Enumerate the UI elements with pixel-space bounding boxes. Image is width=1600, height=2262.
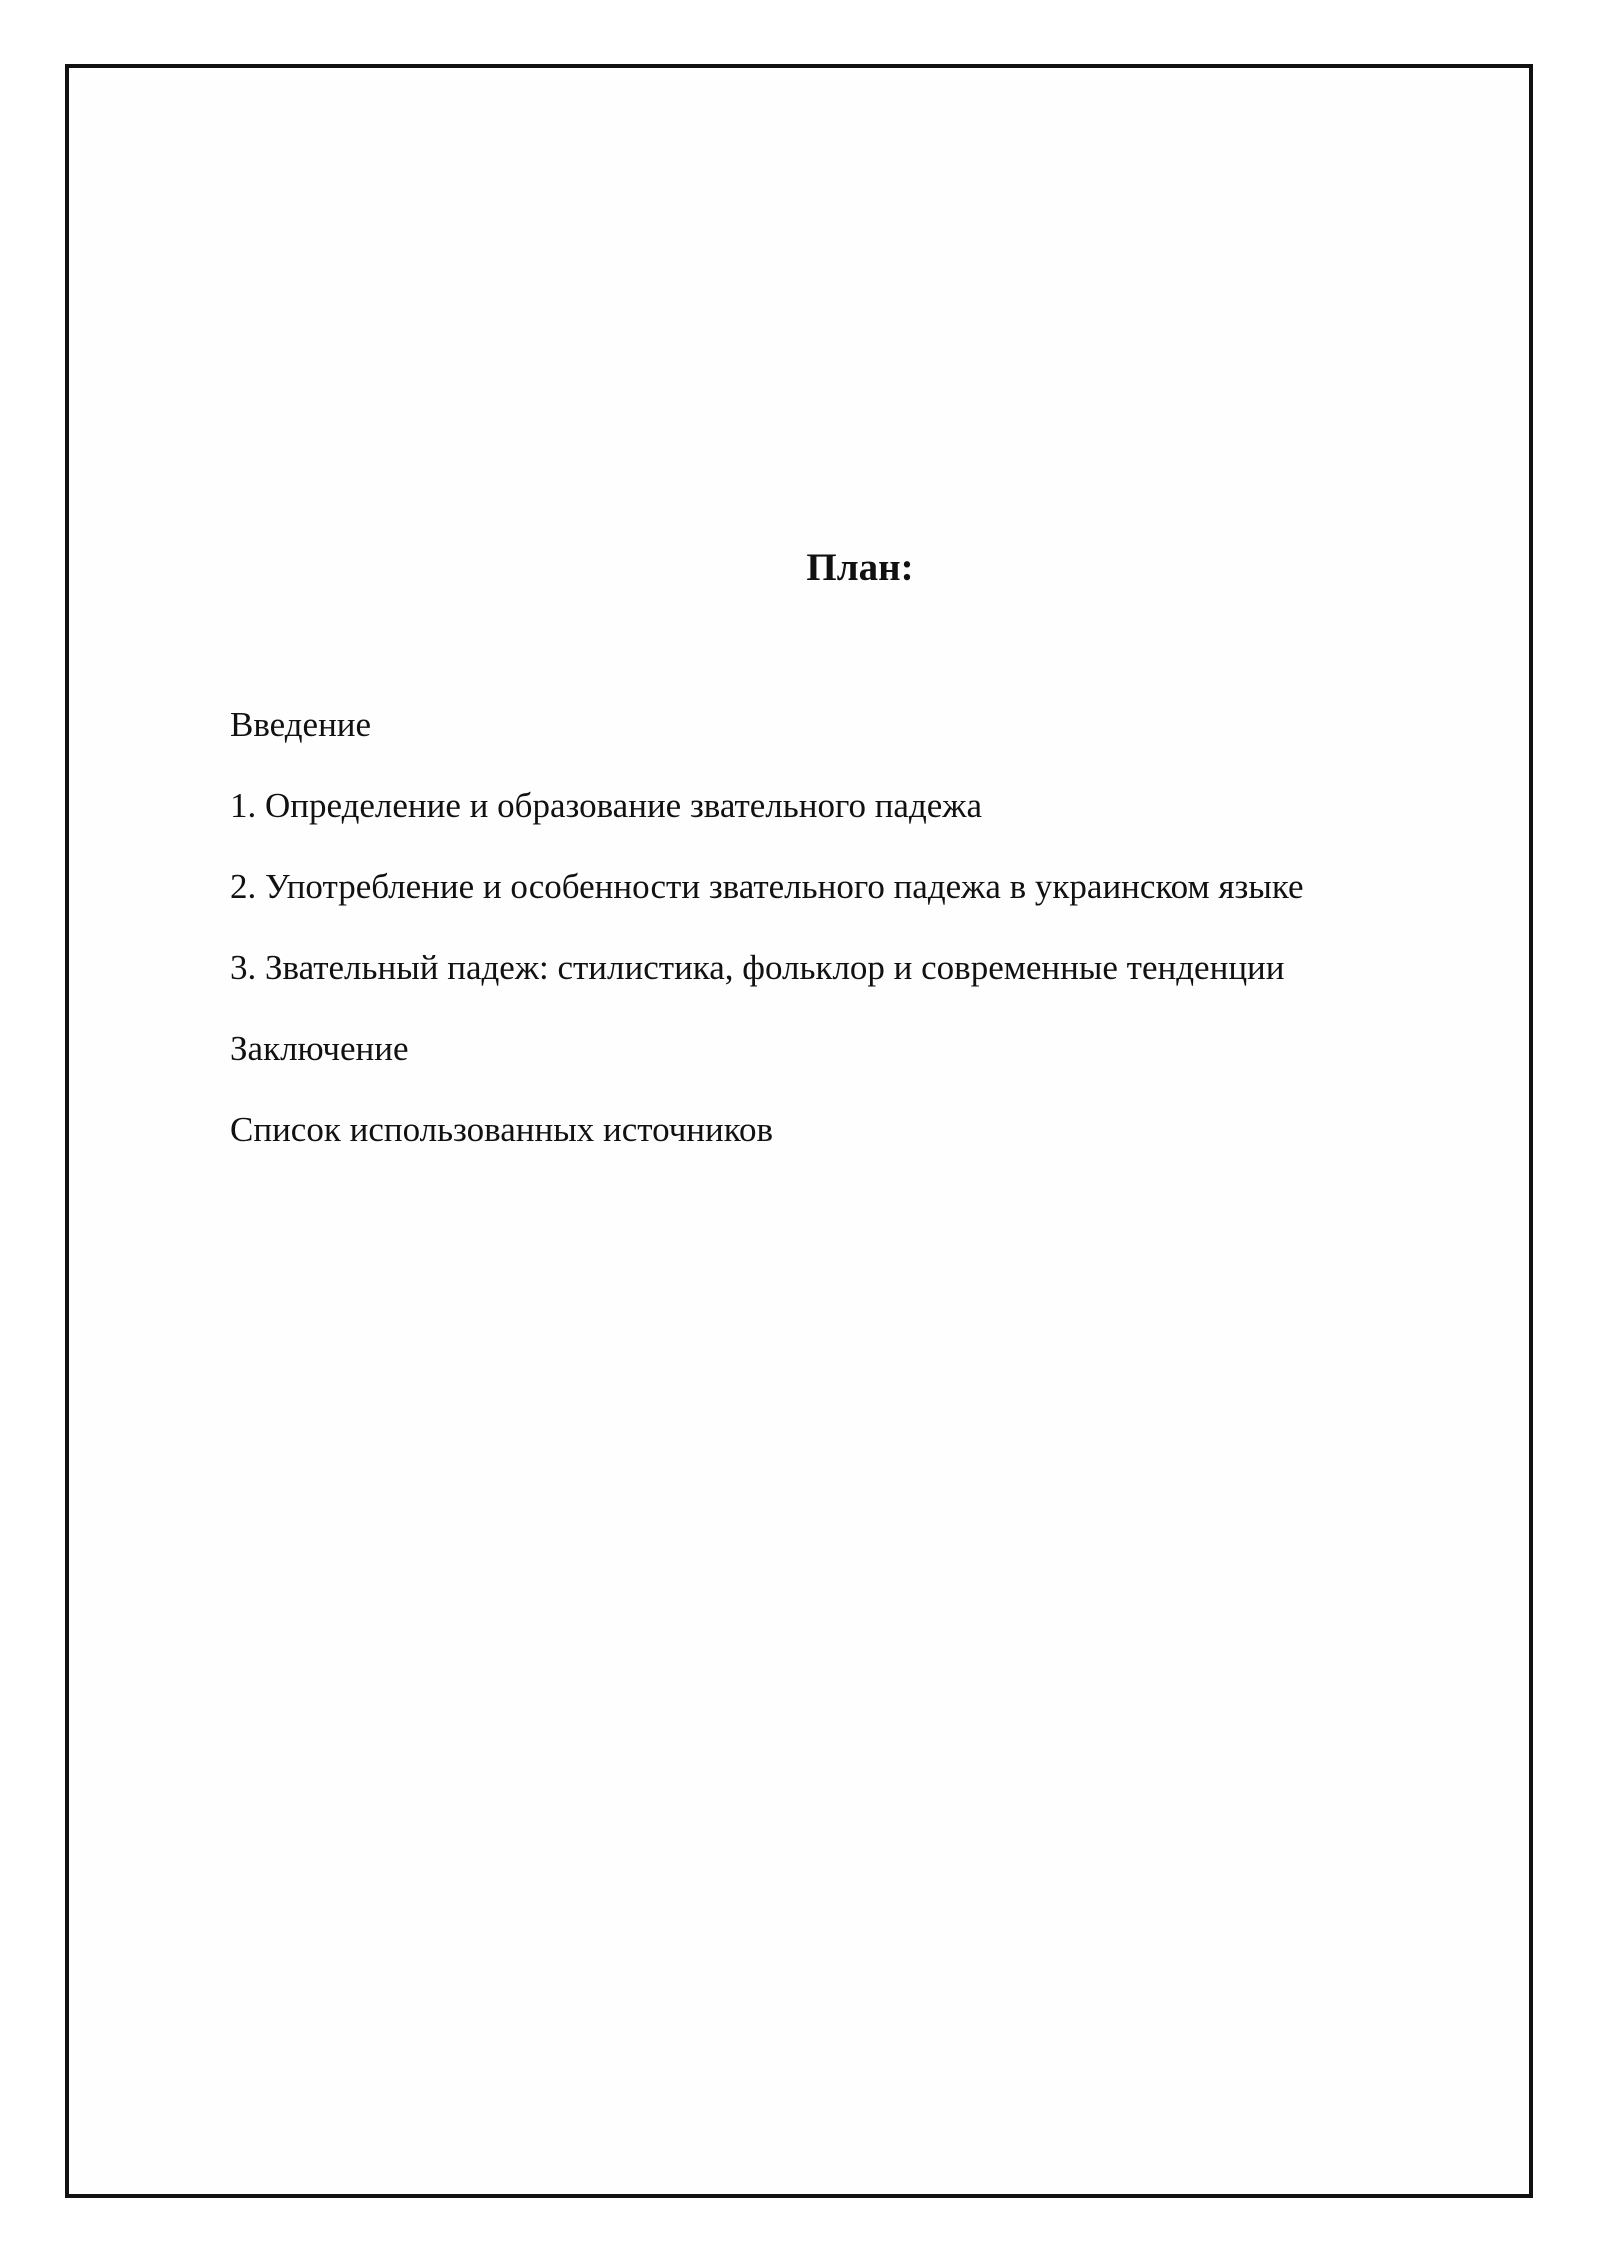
plan-item-section-1: 1. Определение и образование звательного падежа (230, 786, 983, 825)
plan-item-introduction: Введение (230, 705, 372, 744)
plan-list (230, 707, 1304, 1193)
plan-item-section-2: 2. Употребление и особенности звательного падежа в украинском языке (230, 867, 1304, 906)
plan-item-conclusion: Заключение (230, 1029, 409, 1068)
plan-item-section-3: 3. Звательный падеж: стилистика, фольклор и современные тенденции (230, 948, 1285, 987)
plan-item-references: Список использованных источников (230, 1110, 774, 1149)
plan-title: План: (806, 546, 914, 589)
